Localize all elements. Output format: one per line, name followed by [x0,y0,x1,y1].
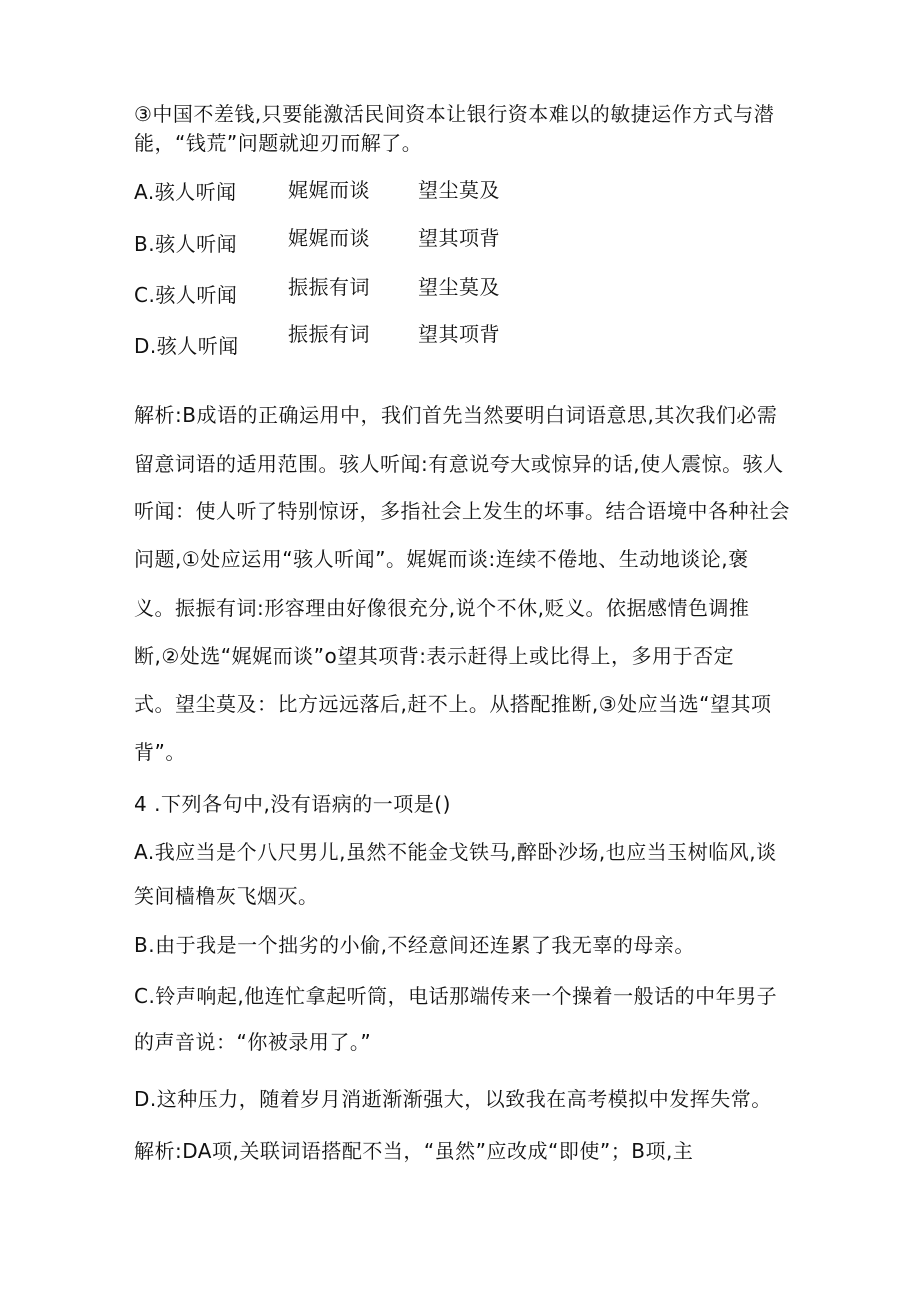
passage-line-1: ③中国不差钱,只要能激活民间资本让银行资本难以的敏捷运作方式与潜 [134,102,775,126]
option-c-label: C.骇人听闻 [134,283,238,307]
analysis-line-7: 式。望尘莫及：比方远远落后,赶不上。从搭配推断,③处应当选“望其项 [134,692,772,716]
analysis-line-8: 背”。 [134,740,186,764]
q4-option-c-line-2: 的声音说：“你被录用了。” [134,1030,372,1054]
option-c-word3: 望尘莫及 [418,275,500,299]
question-4-stem: 4 .下列各句中,没有语病的一项是() [134,792,451,816]
analysis-line-2: 留意词语的适用范围。骇人听闻:有意说夸大或惊异的话,使人震惊。骇人 [134,452,784,476]
passage-line-2: 能，“钱荒”问题就迎刃而解了。 [134,131,423,155]
option-b-label: B.骇人听闻 [134,232,238,256]
option-c-word2: 振振有词 [288,275,370,299]
q4-option-a-line-2: 笑间樯橹灰飞烟灭。 [134,884,319,908]
option-a-label: A.骇人听闻 [134,180,237,204]
q4-analysis-line: 解析:DA项,关联词语搭配不当，“虽然”应改成“即使”；B项,主 [134,1139,694,1163]
option-b-word2: 娓娓而谈 [288,226,370,250]
q4-option-d: D.这种压力，随着岁月消逝渐渐强大，以致我在高考模拟中发挥失常。 [134,1087,772,1111]
q4-option-c-line-1: C.铃声响起,他连忙拿起听筒，电话那端传来一个操着一般话的中年男子 [134,984,778,1008]
option-a-word3: 望尘莫及 [418,178,500,202]
q4-option-a-line-1: A.我应当是个八尺男儿,虽然不能金戈铁马,醉卧沙场,也应当玉树临风,谈 [134,840,777,864]
option-d-word2: 振振有词 [288,322,370,346]
analysis-line-1: 解析:B成语的正确运用中，我们首先当然要明白词语意思,其次我们必需 [134,403,778,427]
analysis-line-5: 义。振振有词:形容理由好像很充分,说个不休,贬义。依据感情色调推 [134,596,750,620]
q4-option-b: B.由于我是一个拙劣的小偷,不经意间还连累了我无辜的母亲。 [134,933,695,957]
analysis-line-6: 断,②处选“娓娓而谈”o望其项背:表示赶得上或比得上，多用于否定 [134,644,734,668]
option-b-word3: 望其项背 [418,226,500,250]
analysis-line-4: 问题,①处应运用“骇人听闻”。娓娓而谈:连续不倦地、生动地谈论,褒 [134,547,749,571]
option-d-word3: 望其项背 [418,322,500,346]
option-d-label: D.骇人听闻 [134,334,239,358]
analysis-line-3: 听闻：使人听了特别惊讶，多指社会上发生的坏事。结合语境中各种社会 [134,499,790,523]
option-a-word2: 娓娓而谈 [288,178,370,202]
